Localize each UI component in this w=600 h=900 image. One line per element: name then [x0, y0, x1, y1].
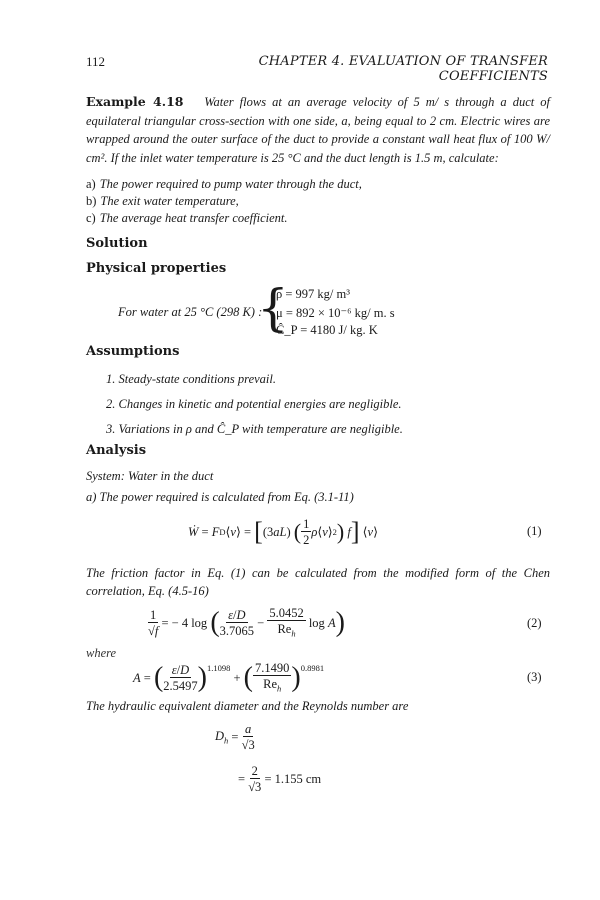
equation-2-number: (2): [527, 616, 542, 630]
analysis-heading: Analysis: [86, 443, 147, 458]
example-text: Water flows at an average velocity of 5 m/ s through a duct of equilateral triangular cross-section with one side, a, being equal to 2 cm. Electric wires are wrapped around the outer surface of the duct to provide a constant wall heat flux of 100 W/ cm². If the inlet water temperature is 25 °C and the duct length is 1.5 m, calculate:: [86, 95, 551, 165]
where-label: where: [86, 646, 117, 660]
equation-1-number: (1): [527, 524, 542, 538]
property-density: ρ = 997 kg/ m³: [276, 287, 350, 301]
property-heat-capacity: Ĉ_P = 4180 J/ kg. K: [276, 323, 378, 337]
page-number: 112: [86, 54, 106, 69]
example-statement: [86, 93, 550, 167]
task-a: a) The power required to pump water through the duct,: [86, 177, 362, 191]
part-a-line: a) The power required is calculated from Eq. (3.1-11): [86, 490, 354, 504]
equation-2: $\frac{1}{√f}$ = − 4 log ( $\frac{\varepsilon/D}{3.7065}$ − $\frac{5.0452}{Re_h}$ log A ): [148, 605, 345, 639]
hydraulic-text: The hydraulic equivalent diameter and the Reynolds number are: [86, 699, 409, 713]
property-viscosity: μ = 892 × 10⁻⁶ kg/ m. s: [276, 306, 395, 320]
friction-text: The friction factor in Eq. (1) can be calculated from the modified form of the Chen correlation, Eq. (4.5-16): [86, 566, 550, 598]
properties-lead: For water at 25 °C (298 K) :: [118, 305, 263, 319]
equation-1: Ẇ = F D ⟨ v ⟩ = [ (3 aL ) ( $\frac{1}{2}$ ρ ⟨ v ⟩ 2 ) f ] ⟨ v ⟩: [188, 517, 378, 547]
task-b: b) The exit water temperature,: [86, 194, 239, 208]
equation-3-number: (3): [527, 670, 542, 684]
left-brace: {: [257, 279, 289, 337]
system-line: System: Water in the duct: [86, 469, 214, 483]
dh-value: = $\frac{2}{√3}$ = 1.155 cm: [238, 764, 322, 794]
assumptions-heading: Assumptions: [86, 344, 180, 359]
assumption-2: 2. Changes in kinetic and potential energies are negligible.: [106, 397, 402, 411]
physical-properties-heading: Physical properties: [86, 261, 227, 276]
dh-result: = 1.155 cm: [264, 771, 322, 786]
assumption-1: 1. Steady-state conditions prevail.: [106, 372, 276, 386]
dh-definition: $D_h$ = $\frac{a}{√3}$: [215, 722, 255, 752]
solution-heading: Solution: [86, 236, 148, 251]
chapter-header: CHAPTER 4. EVALUATION OF TRANSFER COEFFICIENTS: [258, 54, 548, 84]
equation-3: A = ( $\frac{\varepsilon/D}{2.5497}$ ) $^{1.1098}$ + ( $\frac{7.1490}{Re_h}$ ) $^{0.8981}$: [133, 660, 325, 694]
example-label: Example 4.18: [86, 94, 184, 109]
task-c: c) The average heat transfer coefficient.: [86, 211, 288, 225]
assumption-3: 3. Variations in ρ and Ĉ_P with temperature are negligible.: [106, 422, 403, 436]
